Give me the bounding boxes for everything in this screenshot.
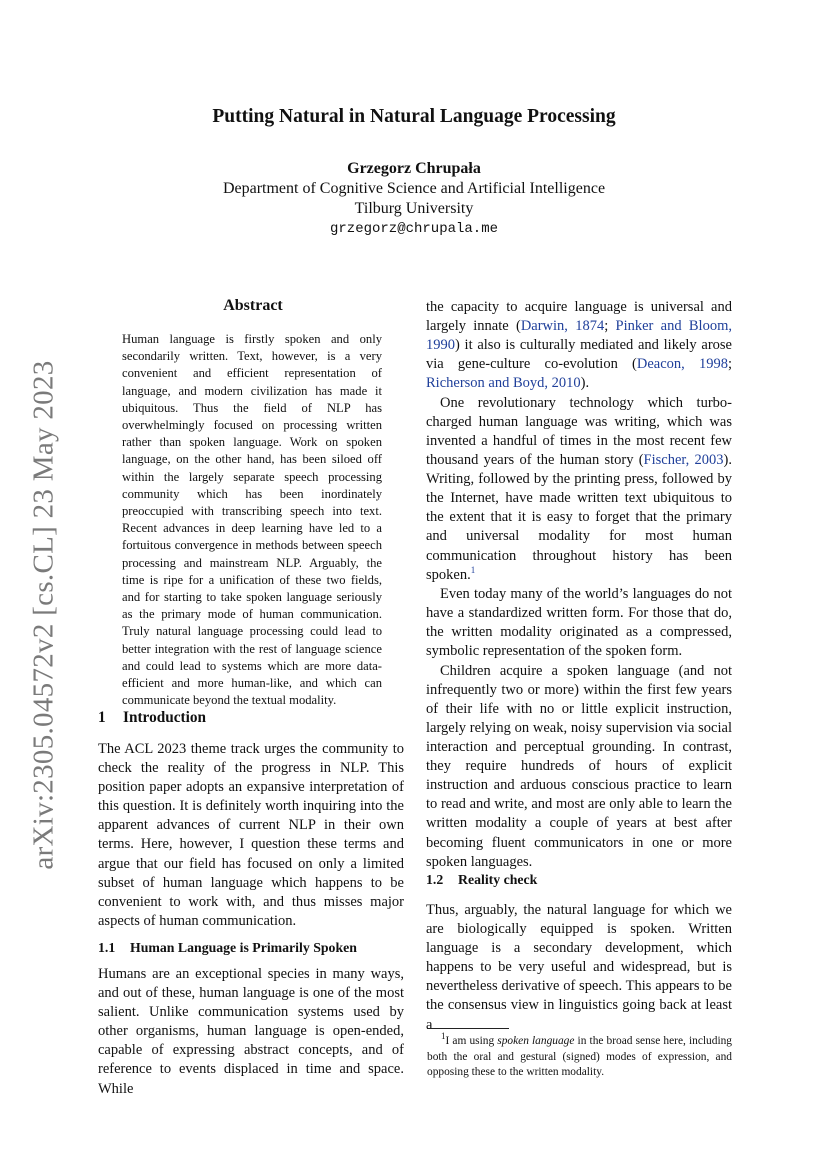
- subsection-number: 1.1: [98, 940, 116, 955]
- subsection-title: Reality check: [458, 872, 538, 887]
- footnote-marker[interactable]: 1: [470, 564, 476, 575]
- citation-link[interactable]: Richerson and Boyd, 2010: [426, 375, 581, 392]
- section-1-1-heading: [98, 940, 404, 956]
- citation-link[interactable]: Fischer, 2003: [643, 452, 724, 469]
- footnote: $^1$I am using spoken language in the broad sense here, including both the oral and gestural (signed) modes of expression, and opposing these to the written modality.: [427, 1031, 733, 1078]
- subsection-title: Human Language is Primarily Spoken: [130, 940, 357, 955]
- author-email: grzegorz@chrupala.me: [329, 221, 499, 237]
- paragraph: Humans are an exceptional species in many ways, and out of these, human language is one of the most salient. Unlike communication systems used by other organisms, human language is open-ended, capable of expressing abstract concepts, and of reference to events displaced in time and space. While: [98, 966, 404, 1097]
- section-1-2-heading: [426, 872, 732, 888]
- arxiv-identifier: arXiv:2305.04572v2 [cs.CL] 23 May 2023: [27, 360, 60, 870]
- section-title: Introduction: [123, 709, 207, 726]
- section-1-body: [98, 740, 404, 931]
- section-1-2-body: [426, 901, 732, 1035]
- paragraph: Children acquire a spoken language (and not infrequently two or more) within the first few years of their life with no or little explicit instruction, largely relying on weak, noisy supervision via social interaction and perceptual grounding. In contrast, they require hundreds of hours of explicit instruction and arduous conscious practice to learn to read and write, and most are only able to learn the written modality a couple of years at best after becoming fluent communicators in one or more spoken languages.: [426, 662, 732, 870]
- paragraph: the capacity to acquire language is universal and largely innate (Darwin, 1874; Pinker and Bloom, 1990) it also is culturally mediated and likely arose via gene-culture co-evolution (Deacon, 1998; Richerson and Boyd, 2010).: [426, 299, 733, 392]
- footnote-rule: [427, 1028, 509, 1029]
- author-block: [0, 159, 828, 239]
- author-university: Tilburg University: [354, 200, 474, 217]
- paper-title: Putting Natural in Natural Language Processing: [212, 106, 616, 127]
- author-name: Grzegorz Chrupała: [347, 160, 481, 177]
- citation-link[interactable]: Pinker and Bloom, 1990: [426, 318, 732, 354]
- section-number: 1: [98, 709, 106, 726]
- section-1-heading: [98, 709, 404, 727]
- paragraph: The ACL 2023 theme track urges the community to check the reality of the progress in NLP. This position paper adopts an expansive interpretation of this question. It is definitely worth inquiring into the apparent advances of current NLP in their own terms. Here, however, I question these terms and argue that our field has focused on only a limited subset of human language which happens to be convenient to work with, and thus misses major aspects of human communication.: [98, 741, 404, 929]
- abstract-text: Human language is firstly spoken and only secondarily written. Text, however, is a very convenient and efficient representation of language, and modern civilization has made it ubiquitous. Thus the field of NLP has overwhelmingly focused on processing written rather than spoken language. Work on spoken language, on the other hand, has been siloed off within the largely separate speech processing community which has been inordinately preoccupied with transcribing speech into text. Recent advances in deep learning have led to a fortuitous convergence in methods between speech processing and mainstream NLP. Arguably, the time is ripe for a unification of these two fields, and for starting to take spoken language seriously as the primary mode of human communication. Truly natural language processing could lead to better integration with the rest of language science and could lead to systems which are more data-efficient and more human-like, and which can communicate beyond the textual modality.: [122, 332, 382, 708]
- abstract-heading: Abstract: [223, 297, 283, 314]
- section-1-1-body-left: [98, 965, 404, 1099]
- author-department: Department of Cognitive Science and Artificial Intelligence: [222, 180, 606, 197]
- citation-link[interactable]: Deacon, 1998: [636, 356, 728, 373]
- subsection-number: 1.2: [426, 872, 444, 887]
- paragraph: One revolutionary technology which turbo-charged human language was writing, which was invented a handful of times in the most recent few thousand years of the human story (Fischer, 2003). Writing, followed by the printing press, followed by the Internet, have made written text ubiquitous to the extent that it is easy to forget that the primary and universal modality for most human communication throughout history has been spoken.$^1$: [426, 394, 732, 583]
- paragraph: Even today many of the world’s languages do not have a standardized written form. For those that do, the written modality originated as a compressed, symbolic representation of the spoken form.: [426, 586, 732, 660]
- paragraph: Thus, arguably, the natural language for which we are biologically equipped is spoken. Written language is a secondary development, which happens to be very useful and widespread, but is nevertheless derivative of speech. This appears to be the consensus view in linguistics going back at least a: [426, 902, 732, 1033]
- footnote-number: 1: [441, 1031, 446, 1042]
- arxiv-sidebar: [22, 355, 66, 875]
- right-column-body: [426, 298, 732, 872]
- citation-link[interactable]: Darwin, 1874: [520, 318, 605, 335]
